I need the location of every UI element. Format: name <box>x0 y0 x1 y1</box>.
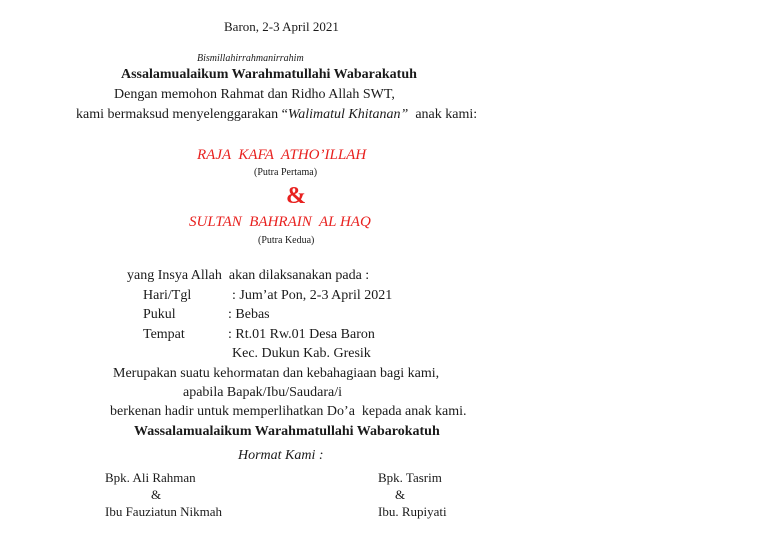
signatory-2-father: Bpk. Tasrim <box>378 470 442 485</box>
signatory-2-mother: Ibu. Rupiyati <box>378 504 447 519</box>
first-son-name: RAJA KAFA ATHO’ILLAH <box>197 147 367 163</box>
event-intro: yang Insya Allah akan dilaksanakan pada : <box>127 268 370 283</box>
opening-line-2-prefix: kami bermaksud menyelenggarakan “ <box>76 107 288 122</box>
regards: Hormat Kami : <box>238 448 324 463</box>
event-label-place: Tempat <box>143 327 185 342</box>
opening-line-2-suffix: anak kami: <box>408 107 478 122</box>
second-son-name: SULTAN BAHRAIN AL HAQ <box>189 214 371 230</box>
first-son-role: (Putra Pertama) <box>254 167 318 178</box>
event-value-date: : Jum’at Pon, 2-3 April 2021 <box>232 288 393 303</box>
closing-salam: Wassalamualaikum Warahmatullahi Wabarokatuh <box>134 424 440 439</box>
opening-line-1: Dengan memohon Rahmat dan Ridho Allah SWT, <box>114 87 395 102</box>
closing-line-2: apabila Bapak/Ibu/Saudara/i <box>183 385 342 400</box>
event-label-time: Pukul <box>143 307 176 322</box>
event-name: Walimatul Khitanan” <box>287 107 409 122</box>
event-value-place: : Rt.01 Rw.01 Desa Baron <box>228 327 375 342</box>
event-label-date: Hari/Tgl <box>143 288 192 303</box>
basmalah: Bismillahirrahmanirrahim <box>197 53 304 64</box>
opening-line-2 <box>76 108 477 122</box>
closing-line-3: berkenan hadir untuk memperlihatkan Do’a kepada anak kami. <box>110 404 467 419</box>
signatory-1-ampersand: & <box>151 487 162 502</box>
closing-line-1: Merupakan suatu kehormatan dan kebahagiaan bagi kami, <box>113 366 440 381</box>
event-value-time: : Bebas <box>228 307 270 322</box>
ampersand: & <box>286 183 306 209</box>
opening-salam: Assalamualaikum Warahmatullahi Wabarakatuh <box>121 67 417 82</box>
place-date: Baron, 2-3 April 2021 <box>224 19 339 34</box>
signatory-2-ampersand: & <box>395 487 406 502</box>
signatory-1-mother: Ibu Fauziatun Nikmah <box>105 504 222 519</box>
signatory-1-father: Bpk. Ali Rahman <box>105 470 196 485</box>
event-address-line-2: Kec. Dukun Kab. Gresik <box>232 346 371 361</box>
second-son-role: (Putra Kedua) <box>258 235 315 246</box>
